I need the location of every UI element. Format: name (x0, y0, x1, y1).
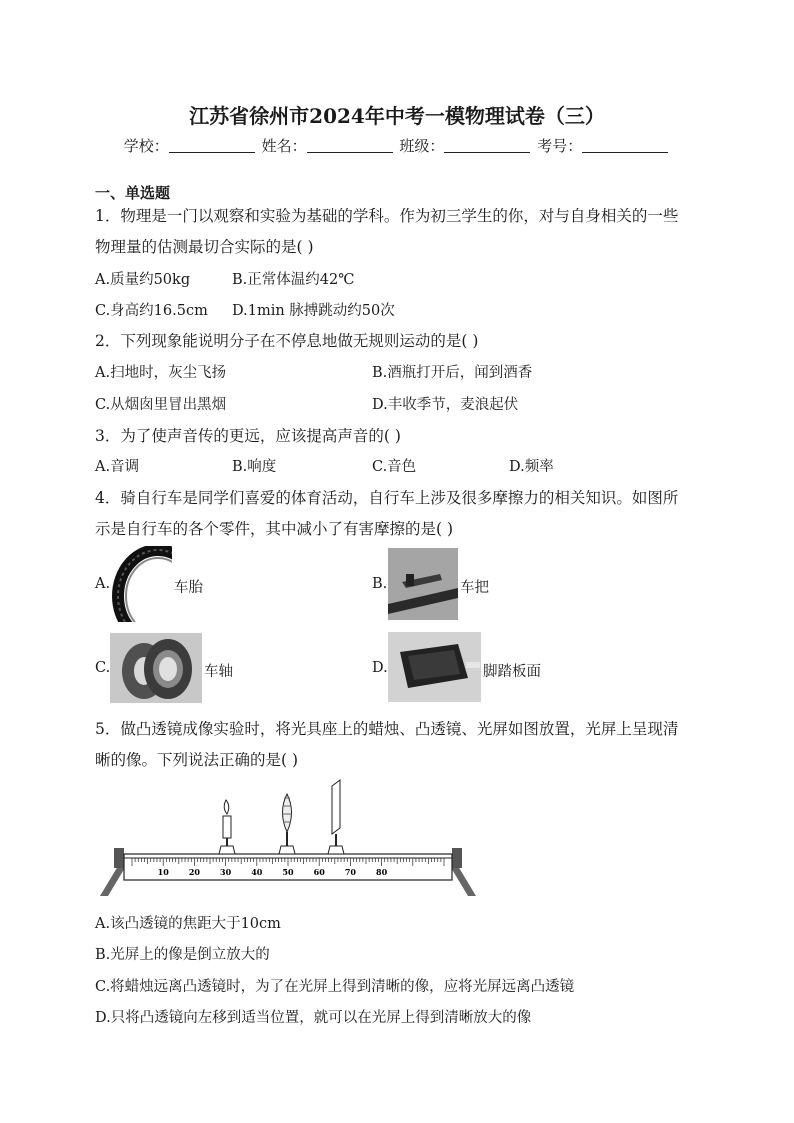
class-label: 班级： (399, 137, 445, 155)
name-blank (307, 138, 393, 153)
q5-option-a: A.该凸透镜的焦距大于10cm (95, 916, 281, 932)
ruler-label: 40 (251, 867, 263, 877)
axle-bearing-image (110, 633, 202, 703)
q4-option-b-label: 车把 (460, 580, 489, 596)
school-label: 学校： (123, 137, 169, 155)
q4-option-c-label: 车轴 (204, 664, 233, 680)
q5-option-b: B.光屏上的像是倒立放大的 (95, 947, 270, 963)
q1-stem-line1: 1．物理是一门以观察和实验为基础的学科。作为初三学生的你，对与自身相关的一些 (95, 207, 679, 225)
ruler-label: 70 (344, 867, 356, 877)
q5-stem-line1: 5．做凸透镜成像实验时，将光具座上的蜡烛、凸透镜、光屏如图放置，光屏上呈现清 (95, 720, 679, 738)
ruler-label: 30 (220, 867, 232, 877)
q5-option-c: C.将蜡烛远离凸透镜时，为了在光屏上得到清晰的像，应将光屏远离凸透镜 (95, 979, 575, 995)
student-info-line (0, 135, 794, 156)
q3-option-b: B.响度 (232, 459, 277, 475)
q5-option-d: D.只将凸透镜向左移到适当位置，就可以在光屏上得到清晰放大的像 (95, 1010, 532, 1026)
q4-option-d-label: 脚踏板面 (483, 664, 541, 680)
ruler-label: 10 (157, 867, 169, 877)
q2-stem: 2．下列现象能说明分子在不停息地做无规则运动的是( ) (95, 332, 479, 350)
ruler-label: 50 (282, 867, 294, 877)
q4-option-a-label: 车胎 (174, 580, 203, 596)
q3-option-d: D.频率 (509, 459, 554, 475)
q1-option-c: C.身高约16.5cm (95, 303, 208, 319)
optical-bench-diagram (96, 776, 481, 900)
q1-option-b: B.正常体温约42℃ (232, 272, 355, 288)
q4-option-b-letter: B. (372, 576, 388, 592)
q1-option-a: A.质量约50kg (95, 272, 191, 288)
ruler-label: 80 (376, 867, 388, 877)
q5-stem-line2: 晰的像。下列说法正确的是( ) (95, 751, 299, 769)
tire-image (110, 546, 172, 622)
q3-option-c: C.音色 (372, 459, 417, 475)
convex-lens (279, 794, 295, 854)
q1-stem-line2: 物理量的估测最切合实际的是( ) (95, 238, 314, 256)
q2-option-a: A.扫地时，灰尘飞扬 (95, 365, 227, 381)
q4-option-c-letter: C. (95, 660, 111, 676)
section-heading: 一、单选题 (95, 184, 171, 202)
q1-option-d: D.1min 脉搏跳动约50次 (232, 303, 395, 319)
q3-option-a: A.音调 (95, 459, 140, 475)
q4-stem-line1: 4．骑自行车是同学们喜爱的体育活动，自行车上涉及很多摩擦力的相关知识。如图所 (95, 489, 679, 507)
ruler-label: 20 (188, 867, 200, 877)
light-screen (328, 780, 344, 854)
q4-option-a-letter: A. (95, 576, 111, 592)
q4-stem-line2: 示是自行车的各个零件，其中减小了有害摩擦的是( ) (95, 520, 454, 538)
exam-title: 江苏省徐州市2024年中考一模物理试卷（三） (189, 104, 605, 128)
q2-option-d: D.丰收季节，麦浪起伏 (372, 397, 519, 413)
q2-option-c: C.从烟囱里冒出黑烟 (95, 397, 227, 413)
ruler-label: 60 (313, 867, 325, 877)
number-blank (582, 138, 668, 153)
name-label: 姓名： (261, 137, 307, 155)
q3-stem: 3．为了使声音传的更远，应该提高声音的( ) (95, 427, 401, 445)
number-label: 考号： (537, 137, 583, 155)
school-blank (169, 138, 255, 153)
pedal-image (388, 632, 481, 702)
class-blank (444, 138, 530, 153)
q4-option-d-letter: D. (372, 660, 388, 676)
candle (219, 800, 235, 854)
q2-option-b: B.酒瓶打开后，闻到酒香 (372, 365, 533, 381)
handlebar-image (388, 548, 458, 620)
